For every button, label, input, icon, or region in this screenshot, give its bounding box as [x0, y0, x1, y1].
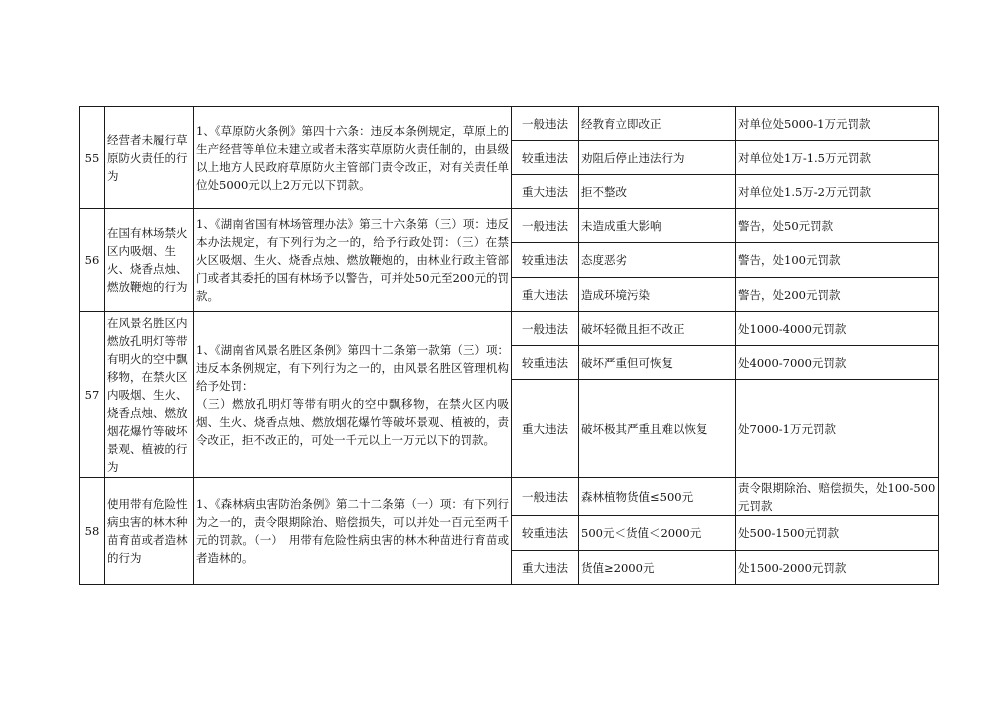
circumstance: 拒不整改 [579, 175, 736, 209]
circumstance: 破坏轻微且拒不改正 [579, 312, 736, 346]
table-row [80, 209, 939, 243]
penalty-standard: 处7000-1万元罚款 [736, 380, 939, 478]
legal-basis: 1、《湖南省国有林场管理办法》第三十六条第（三）项：违反本办法规定，有下列行为之一的，给予行政处罚：（三）在禁火区吸烟、生火、烧香点烛、燃放鞭炮的，由林业行政主管部门或者其委托的国有林场予以警告，可并处50元至200元的罚款。 [194, 209, 512, 312]
violation-level: 较重违法 [512, 346, 579, 380]
penalty-standard: 处500-1500元罚款 [736, 516, 939, 551]
legal-basis: 1、《草原防火条例》第四十六条：违反本条例规定，草原上的生产经营等单位未建立或者未落实草原防火责任制的，由县级以上地方人民政府草原防火主管部门责令改正，对有关责任单位处5000元以上2万元以下罚款。 [194, 107, 512, 209]
table-row [80, 107, 939, 141]
violation-behavior: 经营者未履行草原防火责任的行为 [105, 107, 194, 209]
penalty-standard: 处4000-7000元罚款 [736, 346, 939, 380]
violation-level: 一般违法 [512, 478, 579, 516]
penalty-standard: 对单位处1万-1.5万元罚款 [736, 141, 939, 175]
legal-basis: 1、《森林病虫害防治条例》第二十二条第（一）项：有下列行为之一的，责令限期除治、赔偿损失，可以并处一百元至两千元的罚款。（一） 用带有危险性病虫害的林木种苗进行育苗或者造林的。 [194, 478, 512, 585]
penalty-standard: 对单位处1.5万-2万元罚款 [736, 175, 939, 209]
circumstance: 经教育立即改正 [579, 107, 736, 141]
circumstance: 500元＜货值＜2000元 [579, 516, 736, 551]
circumstance: 劝阻后停止违法行为 [579, 141, 736, 175]
legal-basis-paragraph: （三）燃放孔明灯等带有明火的空中飘移物，在禁火区内吸烟、生火、烧香点烛、燃放烟花爆竹等破坏景观、植被的，责令改正，拒不改正的，可处一千元以上一万元以下的罚款。 [196, 396, 509, 447]
penalty-standard: 对单位处5000-1万元罚款 [736, 107, 939, 141]
table-row [80, 312, 939, 346]
circumstance: 未造成重大影响 [579, 209, 736, 243]
circumstance: 森林植物货值≤500元 [579, 478, 736, 516]
violation-level: 重大违法 [512, 175, 579, 209]
violation-level: 一般违法 [512, 107, 579, 141]
penalty-standard: 警告，处200元罚款 [736, 278, 939, 312]
penalty-standard: 处1000-4000元罚款 [736, 312, 939, 346]
legal-basis [194, 312, 512, 478]
penalty-standard: 责令限期除治、赔偿损失，处100-500元罚款 [736, 478, 939, 516]
penalty-standard: 处1500-2000元罚款 [736, 551, 939, 585]
circumstance: 破坏严重但可恢复 [579, 346, 736, 380]
violation-level: 较重违法 [512, 141, 579, 175]
violation-level: 重大违法 [512, 380, 579, 478]
violation-level: 较重违法 [512, 516, 579, 551]
legal-basis-paragraph: 1、《湖南省风景名胜区条例》第四十二条第一款第（三）项：违反本条例规定，有下列行为之一的，由风景名胜区管理机构给予处罚： [196, 342, 509, 393]
table-row [80, 478, 939, 516]
circumstance: 造成环境污染 [579, 278, 736, 312]
item-number: 57 [80, 312, 105, 478]
item-number: 56 [80, 209, 105, 312]
violation-level: 较重违法 [512, 243, 579, 278]
circumstance: 货值≥2000元 [579, 551, 736, 585]
item-number: 55 [80, 107, 105, 209]
penalty-standard: 警告，处50元罚款 [736, 209, 939, 243]
violation-level: 一般违法 [512, 312, 579, 346]
violation-behavior: 在风景名胜区内燃放孔明灯等带有明火的空中飘移物，在禁火区内吸烟、生火、烧香点烛、燃放烟花爆竹等破坏景观、植被的行为 [105, 312, 194, 478]
penalty-standards-table [79, 106, 939, 585]
violation-behavior: 使用带有危险性病虫害的林木种苗育苗或者造林的行为 [105, 478, 194, 585]
item-number: 58 [80, 478, 105, 585]
penalty-standard: 警告，处100元罚款 [736, 243, 939, 278]
circumstance: 破坏极其严重且难以恢复 [579, 380, 736, 478]
violation-level: 重大违法 [512, 551, 579, 585]
violation-behavior: 在国有林场禁火区内吸烟、生火、烧香点烛、燃放鞭炮的行为 [105, 209, 194, 312]
violation-level: 一般违法 [512, 209, 579, 243]
circumstance: 态度恶劣 [579, 243, 736, 278]
violation-level: 重大违法 [512, 278, 579, 312]
